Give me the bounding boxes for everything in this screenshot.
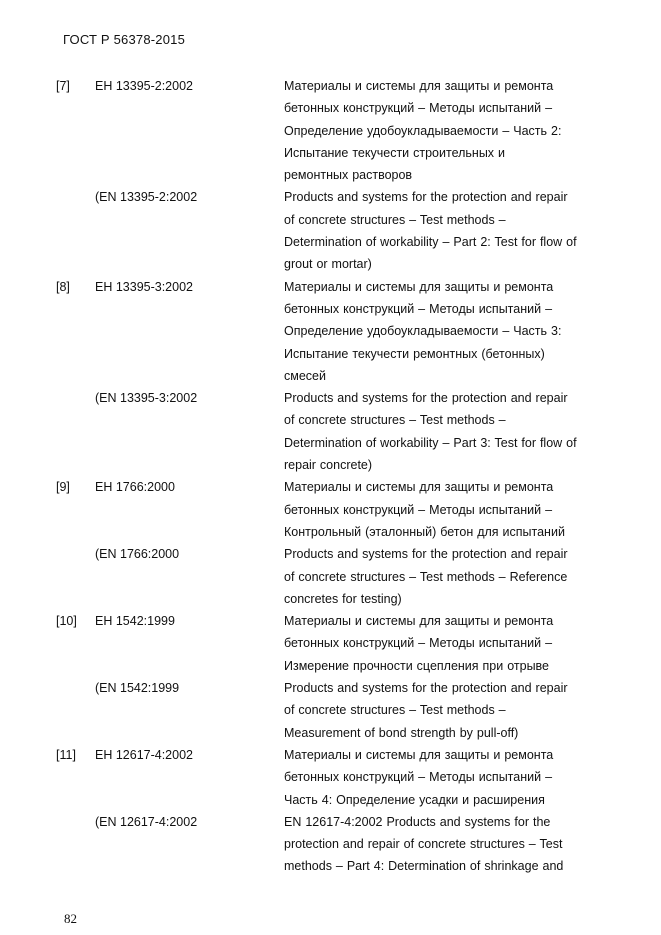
reference-code: (EN 1766:2000: [95, 547, 180, 562]
reference-code: ЕН 1542:1999: [95, 614, 175, 629]
reference-number: [8]: [56, 279, 70, 294]
reference-title-line: бетонных конструкций – Методы испытаний –: [284, 301, 553, 316]
reference-title-line: Measurement of bond strength by pull-off): [284, 725, 519, 740]
reference-entry: [56, 75, 616, 186]
reference-entry-translation: [56, 811, 616, 878]
reference-title-line: of concrete structures – Test methods –: [284, 212, 506, 227]
reference-code: (EN 12617-4:2002: [95, 814, 198, 829]
page-number: 82: [64, 911, 77, 926]
reference-title-line: Измерение прочности сцепления при отрыве: [284, 658, 550, 673]
reference-title-line: Материалы и системы для защиты и ремонта: [284, 614, 554, 629]
reference-title-line: Материалы и системы для защиты и ремонта: [284, 480, 554, 495]
reference-title-line: of concrete structures – Test methods – Reference: [284, 569, 568, 584]
reference-number: [11]: [56, 747, 76, 762]
reference-title-line: concretes for testing): [284, 591, 402, 606]
reference-title-line: Материалы и системы для защиты и ремонта: [284, 79, 554, 93]
reference-entry-translation: [56, 186, 616, 275]
document-header: ГОСТ Р 56378-2015: [63, 32, 186, 47]
reference-number: [56, 543, 95, 610]
reference-title-line: Испытание текучести ремонтных (бетонных): [284, 346, 545, 361]
reference-entry: [56, 276, 616, 387]
reference-title-line: Часть 4: Определение усадки и расширения: [284, 792, 545, 807]
reference-number: [7]: [56, 79, 70, 93]
reference-entry: [56, 744, 616, 811]
reference-title: [284, 276, 589, 387]
reference-number: [56, 677, 95, 744]
reference-title-line: Determination of workability – Part 2: Test for flow of: [284, 235, 577, 250]
reference-title: [284, 387, 589, 476]
reference-title-line: Products and systems for the protection and repair: [284, 547, 568, 562]
reference-code: (EN 1542:1999: [95, 681, 180, 696]
reference-title-line: protection and repair of concrete structures – Test: [284, 837, 563, 852]
reference-code: ЕН 12617-4:2002: [95, 747, 193, 762]
reference-title-line: EN 12617-4:2002 Products and systems for the: [284, 814, 551, 829]
reference-code: (EN 13395-2:2002: [95, 190, 198, 205]
reference-title-line: repair concrete): [284, 458, 373, 473]
reference-title-line: бетонных конструкций – Методы испытаний –: [284, 101, 553, 116]
reference-code: ЕН 13395-3:2002: [95, 279, 193, 294]
reference-title-line: of concrete structures – Test methods –: [284, 413, 506, 428]
reference-title: [284, 610, 589, 677]
reference-entry: [56, 476, 616, 543]
reference-title: [284, 75, 589, 186]
reference-title: [284, 476, 589, 543]
reference-title-line: ремонтных растворов: [284, 168, 413, 183]
reference-title-line: Products and systems for the protection and repair: [284, 681, 568, 696]
reference-title-line: Материалы и системы для защиты и ремонта: [284, 747, 554, 762]
reference-title: [284, 543, 589, 610]
reference-entry-translation: [56, 387, 616, 476]
reference-title: [284, 744, 589, 811]
reference-title-line: бетонных конструкций – Методы испытаний –: [284, 770, 553, 785]
reference-title: [284, 677, 589, 744]
reference-number: [9]: [56, 480, 70, 495]
reference-number: [56, 811, 95, 878]
reference-number: [10]: [56, 614, 77, 629]
reference-title-line: Определение удобоукладываемости – Часть 3:: [284, 324, 562, 339]
reference-title-line: Материалы и системы для защиты и ремонта: [284, 279, 554, 294]
reference-title: [284, 811, 589, 878]
reference-entry-translation: [56, 543, 616, 610]
reference-title-line: Определение удобоукладываемости – Часть 2:: [284, 123, 562, 138]
references-list: [56, 75, 616, 878]
reference-title: [284, 186, 589, 275]
reference-title-line: of concrete structures – Test methods –: [284, 703, 506, 718]
reference-title-line: Determination of workability – Part 3: Test for flow of: [284, 435, 577, 450]
reference-title-line: methods – Part 4: Determination of shrinkage and: [284, 859, 564, 874]
reference-title-line: Испытание текучести строительных и: [284, 145, 506, 160]
reference-title-line: Products and systems for the protection and repair: [284, 190, 568, 205]
reference-number: [56, 186, 95, 275]
reference-title-line: Контрольный (эталонный) бетон для испытаний: [284, 524, 565, 539]
reference-number: [56, 387, 95, 476]
reference-title-line: Products and systems for the protection and repair: [284, 391, 568, 406]
reference-title-line: смесей: [284, 368, 326, 383]
reference-code: (EN 13395-3:2002: [95, 391, 198, 406]
reference-entry: [56, 610, 616, 677]
reference-code: ЕН 13395-2:2002: [95, 79, 193, 93]
reference-code: ЕН 1766:2000: [95, 480, 175, 495]
reference-title-line: бетонных конструкций – Методы испытаний –: [284, 636, 553, 651]
reference-title-line: grout or mortar): [284, 257, 372, 272]
reference-title-line: бетонных конструкций – Методы испытаний –: [284, 502, 553, 517]
reference-entry-translation: [56, 677, 616, 744]
